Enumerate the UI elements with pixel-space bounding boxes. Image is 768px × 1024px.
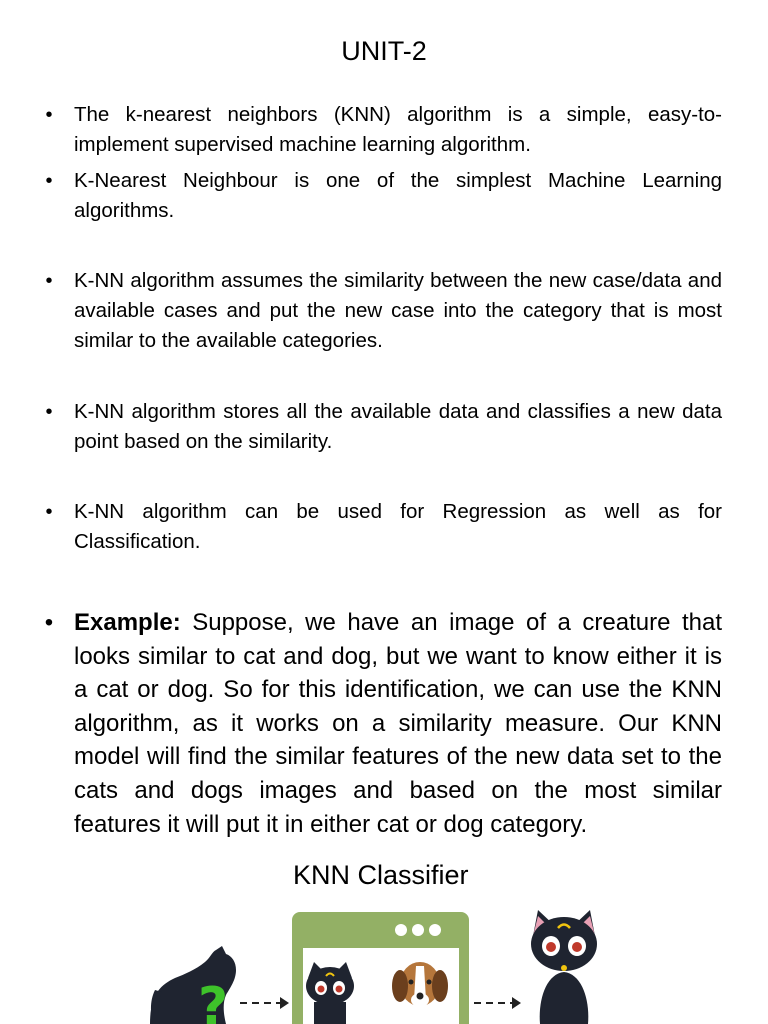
bullet-dot: • <box>45 270 53 292</box>
slide-title: UNIT-2 <box>341 36 427 66</box>
window-dot-icon <box>412 924 424 936</box>
bullet-item <box>44 397 722 457</box>
bullet-text: K-NN algorithm assumes the similarity between the new case/data and available cases and put the new case into the category that is most similar to the available categories. <box>74 269 722 352</box>
bullet-dot: • <box>45 170 53 192</box>
bullet-dot: • <box>45 104 53 126</box>
bullet-item <box>44 166 722 226</box>
arrow-to-classifier <box>240 997 289 1009</box>
window-dot-icon <box>429 924 441 936</box>
question-mark: ? <box>198 977 229 1024</box>
bullet-text: The k-nearest neighbors (KNN) algorithm is a simple, easy-to-implement supervised machine learning algorithm. <box>74 103 722 156</box>
bullet-text: K-NN algorithm stores all the available data and classifies a new data point based on the similarity. <box>74 400 722 453</box>
window-dot-icon <box>395 924 407 936</box>
example-bullet <box>44 606 722 841</box>
bullet-dot: • <box>45 501 53 523</box>
knn-diagram <box>0 900 768 1024</box>
output-cat-icon <box>531 910 597 1024</box>
arrow-to-output <box>474 997 521 1009</box>
bullet-text: K-NN algorithm can be used for Regression as well as for Classification. <box>74 500 722 553</box>
bullet-text: K-Nearest Neighbour is one of the simplest Machine Learning algorithms. <box>74 169 722 222</box>
example-body: Suppose, we have an image of a creature that looks similar to cat and dog, but we want to know either it is a cat or dog. So for this identification, we can use the KNN algorithm, as it works on a similarity measure. Our KNN model will find the similar features of the new data set to the cats and dogs images and based on the most similar features it will put it in either cat or dog category. <box>74 609 722 838</box>
diagram-title: KNN Classifier <box>293 860 469 890</box>
example-text <box>74 606 722 841</box>
bullet-item <box>44 497 722 557</box>
example-label: Example: <box>74 609 181 636</box>
bullet-item <box>44 100 722 160</box>
bullet-item <box>44 266 722 356</box>
bullet-dot: • <box>44 609 54 636</box>
bullet-dot: • <box>45 401 53 423</box>
